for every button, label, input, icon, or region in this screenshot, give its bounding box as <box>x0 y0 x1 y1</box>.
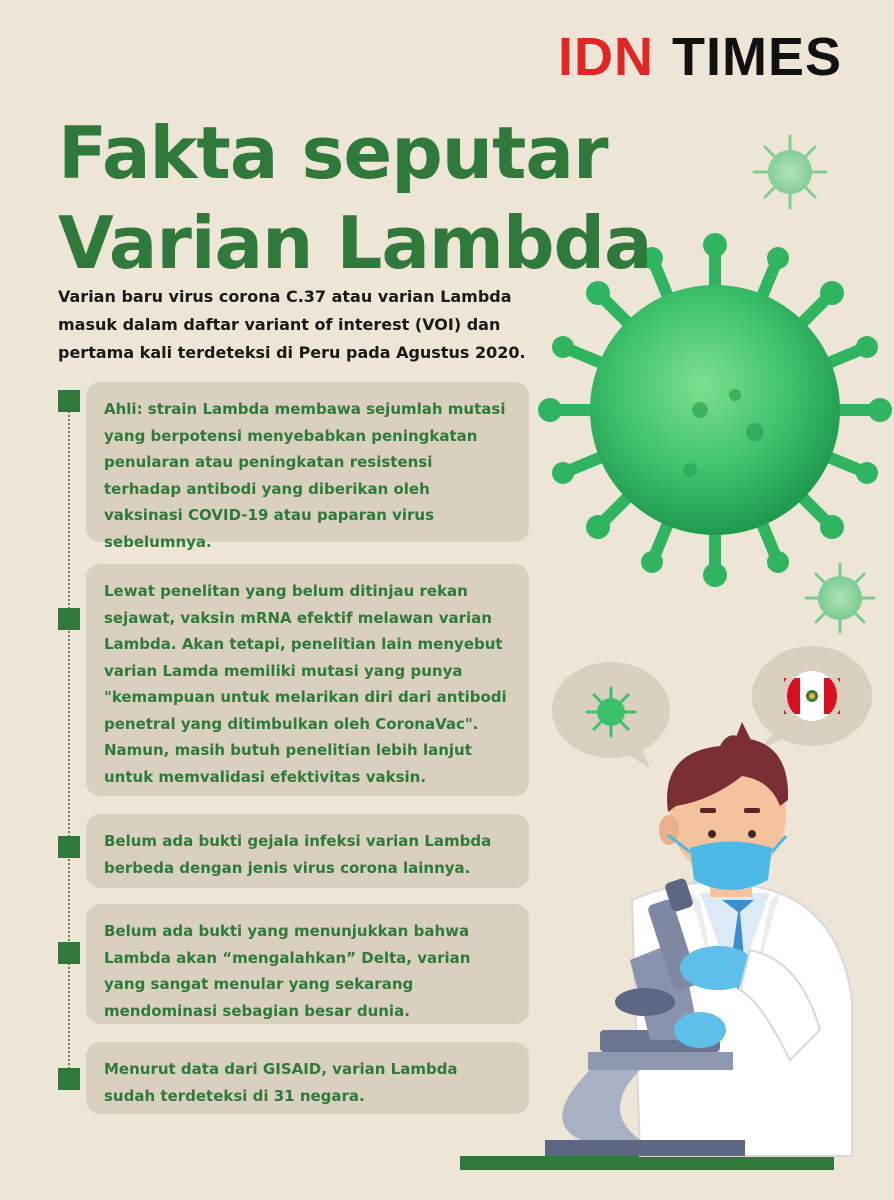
intro-paragraph: Varian baru virus corona C.37 atau varian Lambda masuk dalam daftar variant of interest (VOI) dan pertama kali terdeteksi di Peru pada Agustus 2020. <box>58 287 526 362</box>
brand-logo-idn: IDN <box>558 27 654 87</box>
fact-card-5: Menurut data dari GISAID, varian Lambda sudah terdeteksi di 31 negara. <box>86 1042 529 1114</box>
timeline-marker <box>58 836 80 858</box>
timeline-marker <box>58 1068 80 1090</box>
fact-card-2: Lewat penelitan yang belum ditinjau rekan sejawat, vaksin mRNA efektif melawan varian Lambda. Akan tetapi, penelitian lain menyebut varian Lamda memiliki mutasi yang punya "kemampuan untuk melarikan diri dari antibodi penetral yang ditimbulkan oleh CoronaVac". Namun, masih butuh penelitian lebih lanjut untuk memvalidasi efektivitas vaksin. <box>86 564 529 796</box>
fact-card-3: Belum ada bukti gejala infeksi varian Lambda berbeda dengan jenis virus corona lainnya. <box>86 814 529 888</box>
peru-flag-icon <box>784 668 840 724</box>
ground-bar <box>460 1156 834 1170</box>
scientist-illustration <box>545 722 852 1156</box>
speech-bubble-virus <box>552 662 670 768</box>
timeline-line <box>68 400 70 1080</box>
brand-logo <box>558 27 843 87</box>
title-line-1: Fakta seputar <box>58 111 608 195</box>
speech-bubble-flag <box>752 646 872 750</box>
brand-logo-times: TIMES <box>672 27 843 87</box>
virus-icon-small-right <box>806 564 874 632</box>
timeline-marker <box>58 608 80 630</box>
timeline-marker <box>58 942 80 964</box>
page-title <box>58 108 652 288</box>
fact-card-1: Ahli: strain Lambda membawa sejumlah mutasi yang berpotensi menyebabkan peningkatan penularan atau peningkatan resistensi terhadap antibodi yang diberikan oleh vaksinasi COVID-19 atau paparan virus sebelumnya. <box>86 382 529 542</box>
title-line-2: Varian Lambda <box>58 201 652 285</box>
virus-icon-small-top <box>754 136 826 208</box>
fact-card-4: Belum ada bukti yang menunjukkan bahwa Lambda akan “mengalahkan” Delta, varian yang sangat menular yang sekarang mendominasi sebagian besar dunia. <box>86 904 529 1024</box>
timeline-marker <box>58 390 80 412</box>
